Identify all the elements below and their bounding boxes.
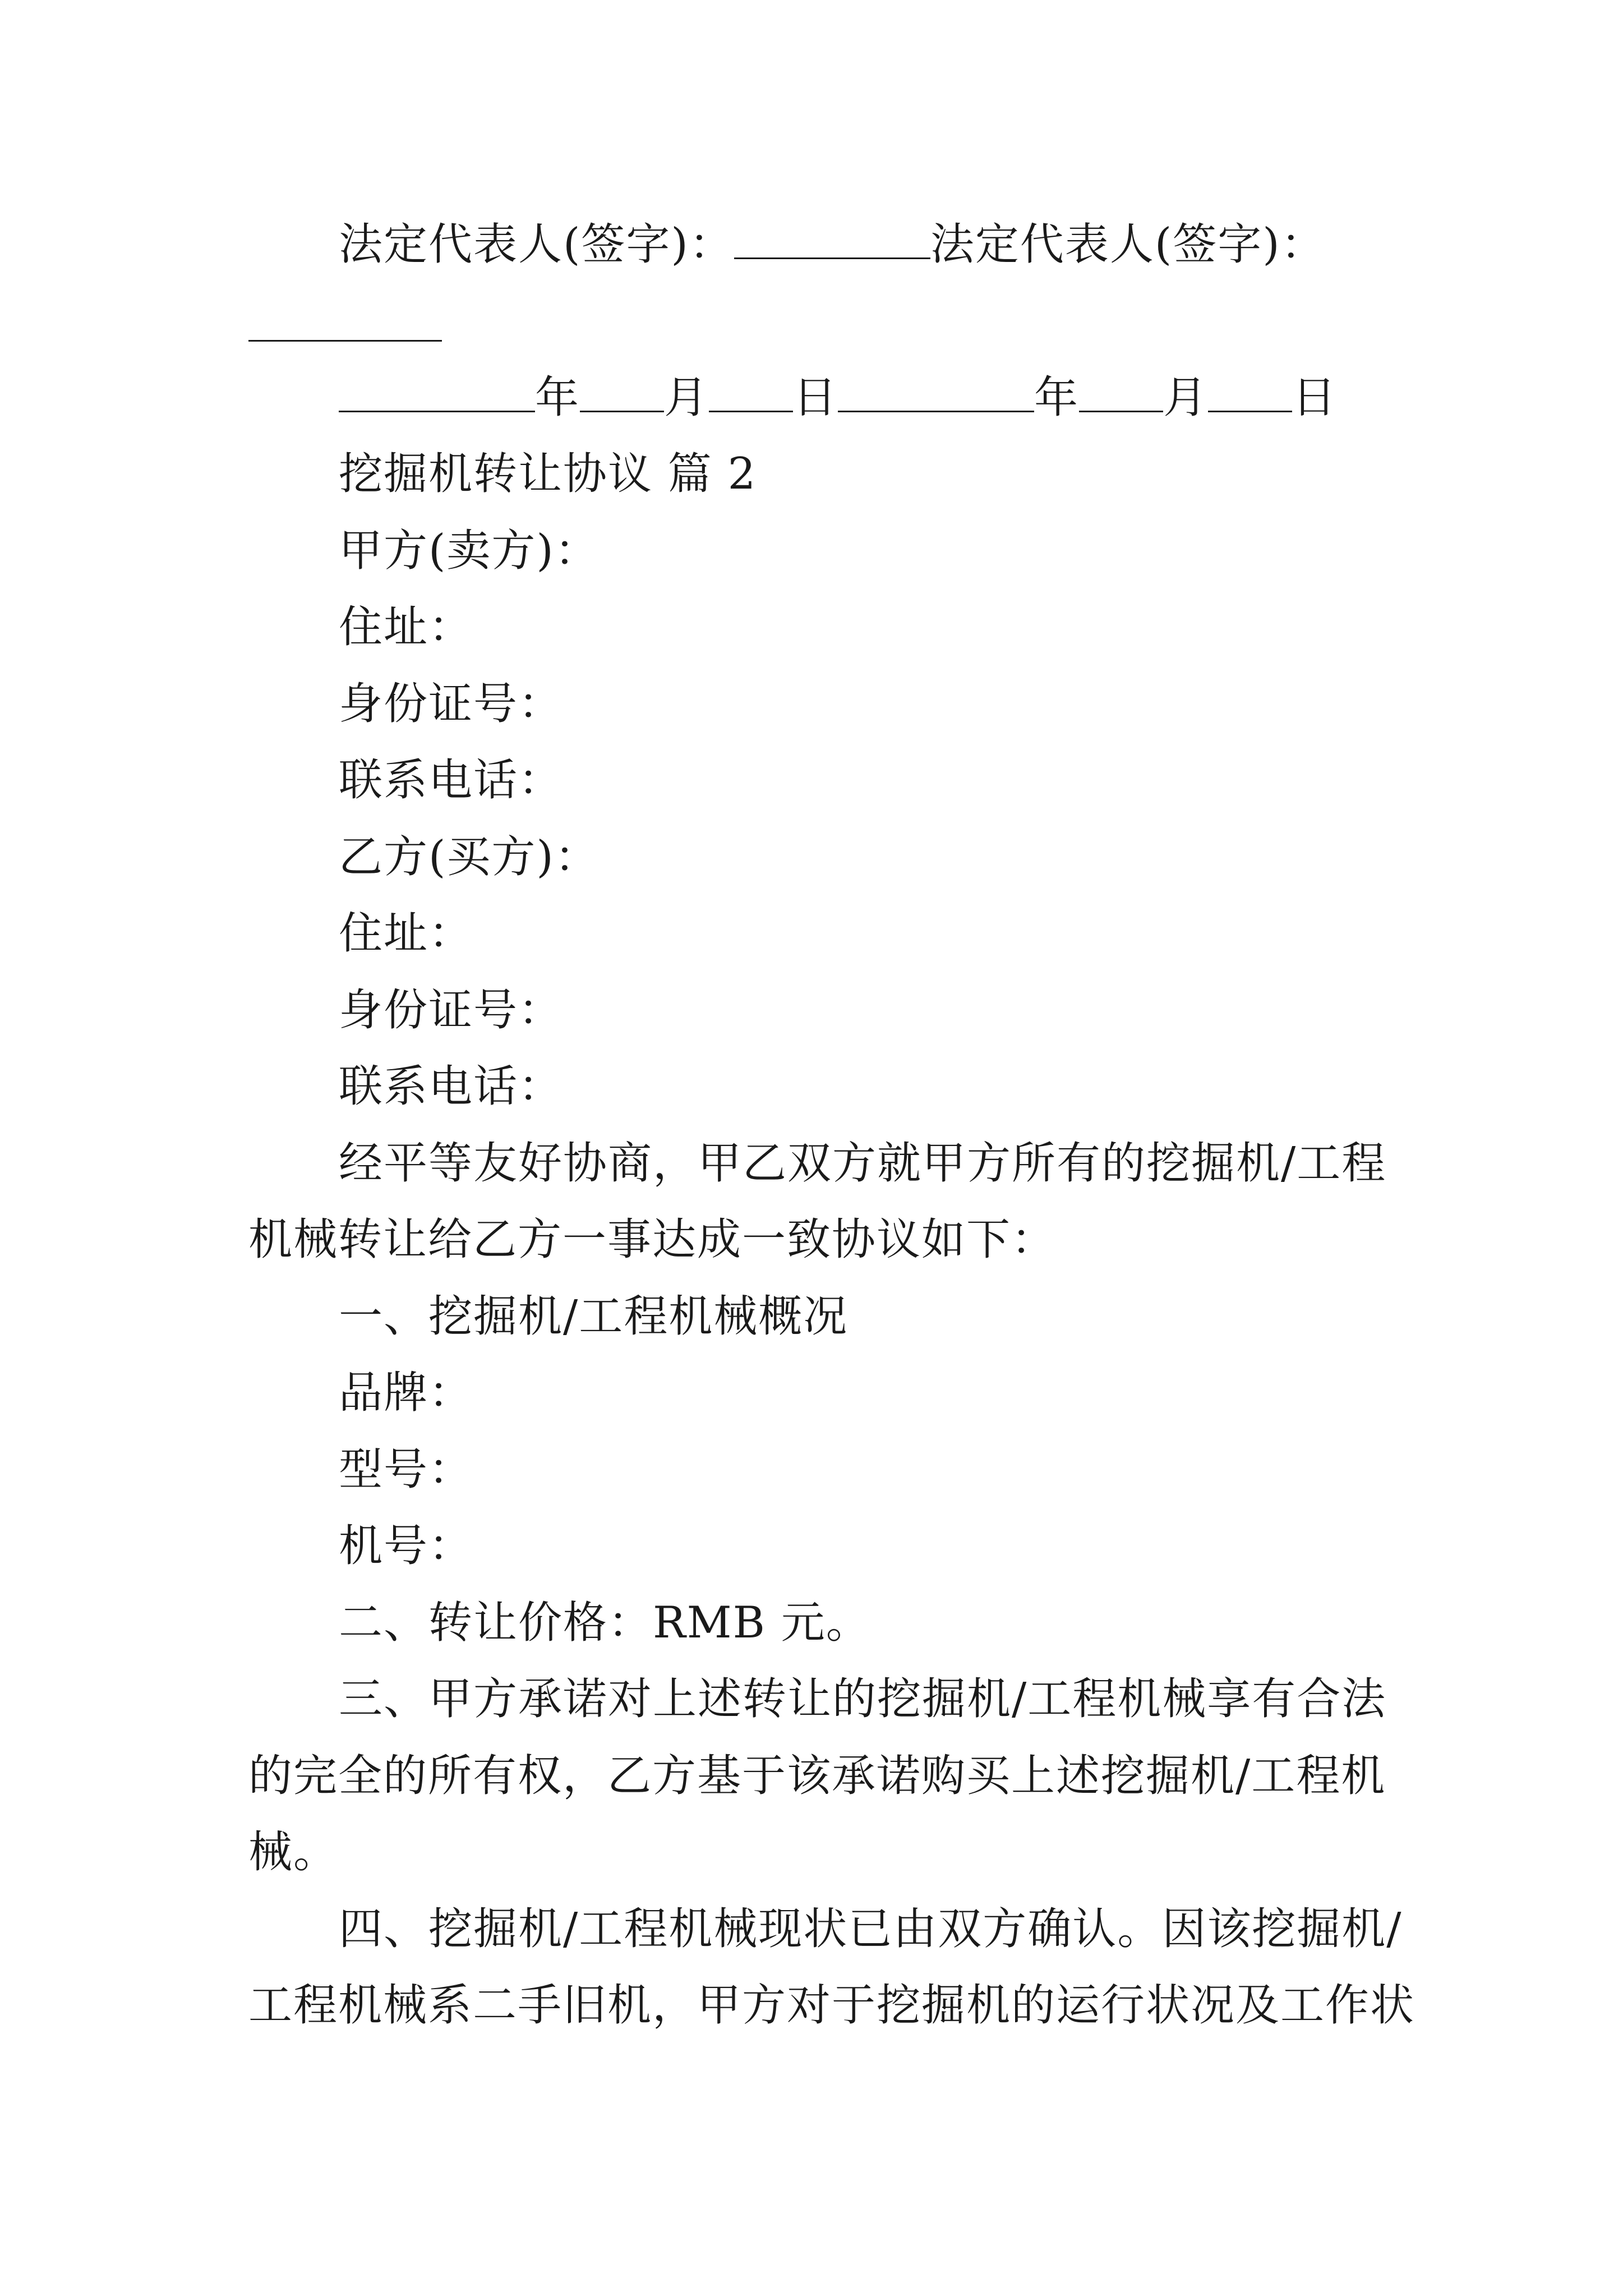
day-blank-a (709, 371, 793, 412)
year-label-a: 年 (535, 372, 580, 423)
party-a-id-number: 身份证号： (339, 679, 564, 729)
clause-1-model: 型号： (339, 1444, 474, 1495)
clause-1-serial: 机号： (339, 1521, 474, 1571)
intro-line-2: 机械转让给乙方一事达成一致协议如下： (248, 1214, 1057, 1265)
clause-4-line-2: 工程机械系二手旧机，甲方对于挖掘机的运行状况及工作状 (248, 1980, 1415, 2031)
year-blank-a (339, 371, 535, 412)
month-blank-b (1079, 371, 1163, 412)
month-label-a: 月 (664, 372, 709, 423)
clause-2-price: 二、转让价格：RMB 元。 (339, 1598, 871, 1648)
party-b-heading: 乙方(买方)： (339, 832, 600, 882)
intro-line-1: 经平等友好协商，甲乙双方就甲方所有的挖掘机/工程 (339, 1138, 1387, 1189)
day-label-b: 日 (1292, 372, 1338, 423)
party-b-phone: 联系电话： (339, 1061, 564, 1112)
party-b-address: 住址： (339, 908, 474, 959)
date-row (339, 370, 1337, 426)
year-label-b: 年 (1034, 372, 1080, 423)
year-blank-b (838, 371, 1034, 412)
legal-rep-signature-blank-b (248, 297, 442, 342)
party-b-id-number: 身份证号： (339, 985, 564, 1036)
legal-rep-signature-label-b: 法定代表人(签字)： (930, 219, 1326, 270)
month-label-b: 月 (1163, 372, 1209, 423)
party-a-heading: 甲方(卖方)： (339, 526, 600, 576)
legal-rep-signature-blank-a (734, 218, 930, 259)
clause-3-line-2: 的完全的所有权，乙方基于该承诺购买上述挖掘机/工程机 (248, 1751, 1386, 1801)
day-blank-b (1208, 371, 1292, 412)
month-blank-a (580, 371, 664, 412)
clause-1-brand: 品牌： (339, 1368, 474, 1418)
party-a-address: 住址： (339, 602, 474, 652)
clause-4-line-1: 四、挖掘机/工程机械现状已由双方确认。因该挖掘机/ (339, 1904, 1403, 1954)
legal-rep-signature-label-a: 法定代表人(签字)： (339, 219, 734, 270)
clause-3-line-3: 械。 (248, 1827, 339, 1878)
clause-1-title: 一、挖掘机/工程机械概况 (339, 1291, 849, 1342)
day-label-a: 日 (793, 372, 838, 423)
party-a-phone: 联系电话： (339, 755, 564, 806)
signature-row (339, 217, 1326, 273)
clause-3-line-1: 三、甲方承诺对上述转让的挖掘机/工程机械享有合法 (339, 1674, 1387, 1724)
section-title: 挖掘机转让协议 篇 2 (339, 449, 757, 499)
